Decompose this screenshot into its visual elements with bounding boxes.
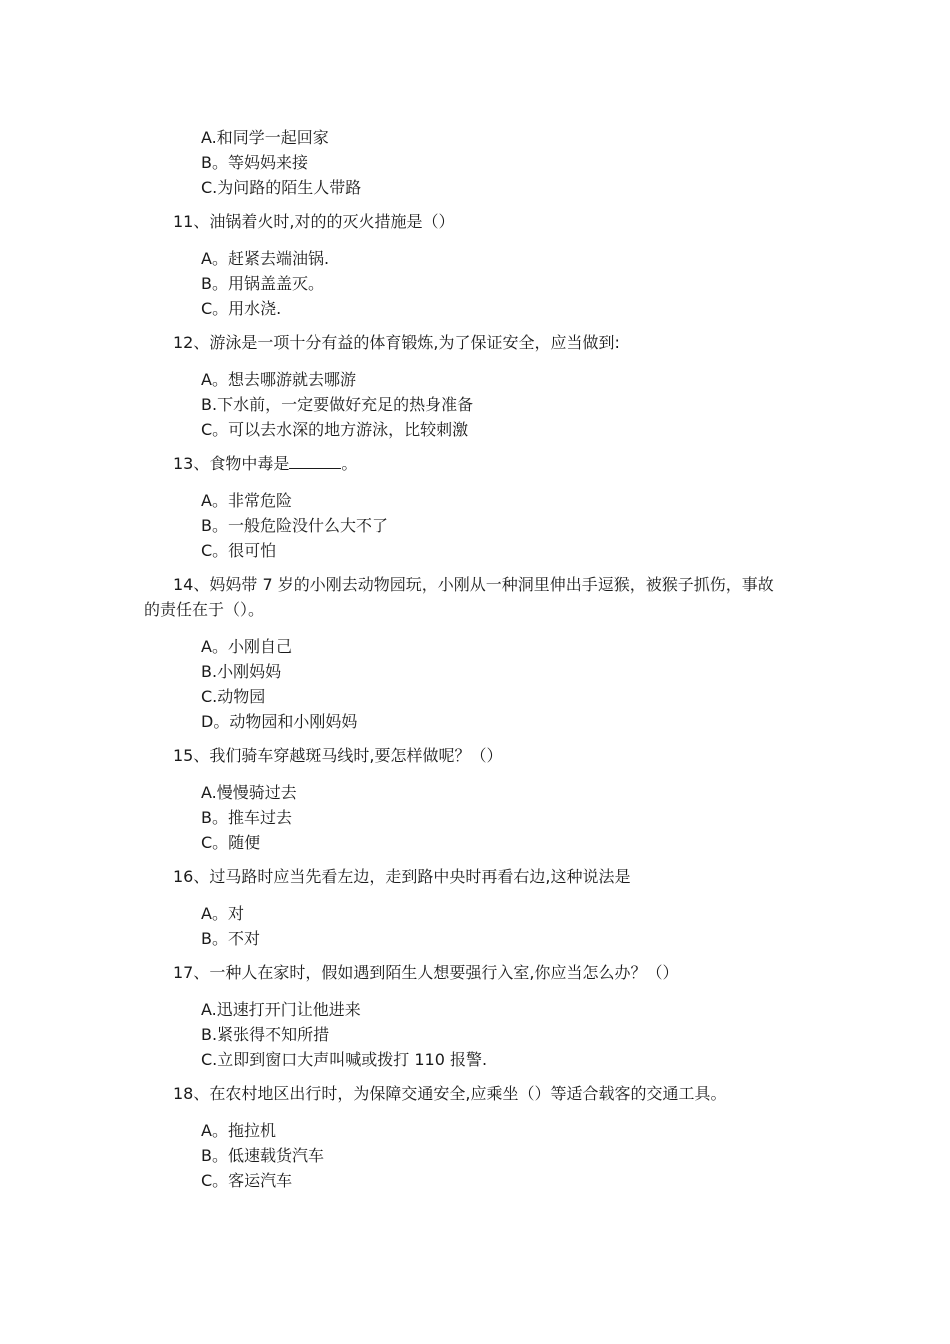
q18-option-c: C。客运汽车 (201, 1171, 293, 1190)
q13-text (173, 453, 357, 475)
q17-text: 17、一种人在家时，假如遇到陌生人想要强行入室,你应当怎么办？（） (173, 963, 679, 982)
q12-option-a: A。想去哪游就去哪游 (201, 370, 356, 389)
q15-text: 15、我们骑车穿越斑马线时,要怎样做呢？（） (173, 746, 503, 765)
q14-option-d: D。动物园和小刚妈妈 (201, 712, 358, 731)
q15-option-a: A.慢慢骑过去 (201, 783, 297, 802)
q14-option-b: B.小刚妈妈 (201, 662, 282, 681)
q17-option-b: B.紧张得不知所措 (201, 1025, 330, 1044)
q14-text-line2: 的责任在于（）。 (144, 600, 265, 619)
q17-option-a: A.迅速打开门让他进来 (201, 1000, 361, 1019)
q16-option-a: A。对 (201, 904, 244, 923)
q18-option-b: B。低速载货汽车 (201, 1146, 324, 1165)
q14-option-c: C.动物园 (201, 687, 266, 706)
q11-text: 11、油锅着火时,对的的灭火措施是（） (173, 212, 455, 231)
q10-option-c: C.为问路的陌生人带路 (201, 178, 362, 197)
q16-text: 16、过马路时应当先看左边，走到路中央时再看右边,这种说法是 (173, 867, 631, 886)
q16-option-b: B。不对 (201, 929, 260, 948)
q13-text-after: 。 (341, 454, 358, 473)
q18-text: 18、在农村地区出行时，为保障交通安全,应乘坐（）等适合载客的交通工具。 (173, 1084, 727, 1103)
q12-text: 12、游泳是一项十分有益的体育锻炼,为了保证安全，应当做到: (173, 333, 620, 352)
q13-blank (289, 453, 341, 469)
q18-option-a: A。拖拉机 (201, 1121, 276, 1140)
q13-option-a: A。非常危险 (201, 491, 292, 510)
q10-option-b: B。等妈妈来接 (201, 153, 308, 172)
q15-option-c: C。随便 (201, 833, 261, 852)
q17-option-c: C.立即到窗口大声叫喊或拨打 110 报警. (201, 1050, 488, 1069)
q11-option-a: A。赶紧去端油锅. (201, 249, 330, 268)
q11-option-b: B。用锅盖盖灭。 (201, 274, 324, 293)
q14-text-line1: 14、妈妈带 7 岁的小刚去动物园玩，小刚从一种洞里伸出手逗猴，被猴子抓伤，事故 (173, 575, 774, 594)
q15-option-b: B。推车过去 (201, 808, 292, 827)
q12-option-b: B.下水前，一定要做好充足的热身准备 (201, 395, 474, 414)
q12-option-c: C。可以去水深的地方游泳，比较刺激 (201, 420, 469, 439)
q14-option-a: A。小刚自己 (201, 637, 292, 656)
q13-option-b: B。一般危险没什么大不了 (201, 516, 388, 535)
q10-option-a: A.和同学一起回家 (201, 128, 329, 147)
q11-option-c: C。用水浇. (201, 299, 282, 318)
q13-option-c: C。很可怕 (201, 541, 277, 560)
q13-text-before: 13、食物中毒是 (173, 454, 290, 473)
